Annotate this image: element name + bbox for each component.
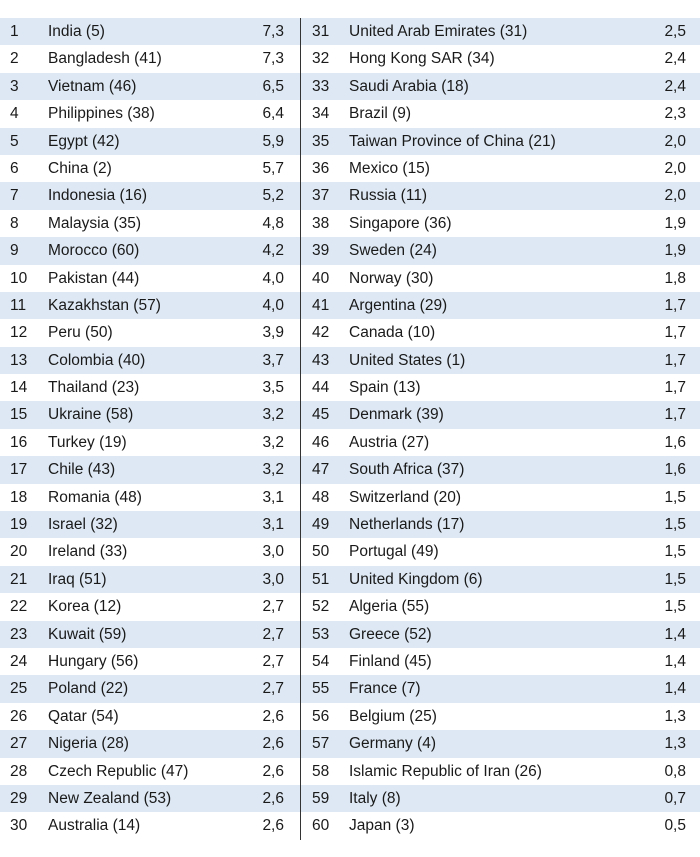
value-cell: 3,2: [262, 461, 284, 479]
rank-cell: 51: [312, 570, 330, 588]
value-cell: 2,7: [262, 652, 284, 670]
country-cell: Bangladesh (41): [48, 50, 162, 68]
table-row: [0, 347, 300, 374]
table-row: [301, 593, 700, 620]
country-cell: Austria (27): [349, 433, 430, 451]
rank-cell: 7: [10, 187, 19, 205]
rank-cell: 9: [10, 242, 19, 260]
rank-cell: 50: [312, 543, 330, 561]
table-row: [301, 237, 700, 264]
table-row: [0, 429, 300, 456]
table-row: [0, 100, 300, 127]
table-row: [0, 18, 300, 45]
rank-cell: 33: [312, 77, 330, 95]
table-row: [0, 648, 300, 675]
country-cell: Chile (43): [48, 461, 116, 479]
country-cell: Poland (22): [48, 680, 129, 698]
table-row: [0, 182, 300, 209]
table-column-right: [301, 18, 700, 840]
rank-cell: 49: [312, 516, 330, 534]
value-cell: 1,5: [664, 516, 686, 534]
table-row: [301, 429, 700, 456]
value-cell: 5,2: [262, 187, 284, 205]
country-cell: Kazakhstan (57): [48, 296, 161, 314]
rank-cell: 41: [312, 296, 330, 314]
country-cell: Ukraine (58): [48, 406, 134, 424]
rank-cell: 5: [10, 132, 19, 150]
country-cell: Hong Kong SAR (34): [349, 50, 495, 68]
country-cell: United Kingdom (6): [349, 570, 483, 588]
rank-cell: 28: [10, 762, 28, 780]
value-cell: 1,8: [664, 269, 686, 287]
value-cell: 2,6: [262, 735, 284, 753]
rank-cell: 19: [10, 516, 28, 534]
value-cell: 2,3: [664, 105, 686, 123]
value-cell: 1,5: [664, 570, 686, 588]
rank-cell: 37: [312, 187, 330, 205]
rank-cell: 40: [312, 269, 330, 287]
rank-cell: 21: [10, 570, 28, 588]
country-cell: Portugal (49): [349, 543, 439, 561]
country-cell: Australia (14): [48, 817, 141, 835]
country-cell: Islamic Republic of Iran (26): [349, 762, 542, 780]
table-row: [301, 511, 700, 538]
country-cell: Taiwan Province of China (21): [349, 132, 556, 150]
value-cell: 1,5: [664, 598, 686, 616]
country-cell: France (7): [349, 680, 421, 698]
country-cell: Indonesia (16): [48, 187, 148, 205]
table-row: [301, 703, 700, 730]
table-row: [301, 812, 700, 839]
rank-cell: 8: [10, 214, 19, 232]
value-cell: 3,5: [262, 379, 284, 397]
table-row: [301, 182, 700, 209]
table-row: [0, 73, 300, 100]
table-row: [301, 128, 700, 155]
table-row: [0, 456, 300, 483]
table-row: [301, 18, 700, 45]
value-cell: 4,2: [262, 242, 284, 260]
value-cell: 4,0: [262, 269, 284, 287]
rank-cell: 16: [10, 433, 28, 451]
value-cell: 3,0: [262, 570, 284, 588]
table-row: [0, 319, 300, 346]
rank-cell: 24: [10, 652, 28, 670]
country-cell: United Arab Emirates (31): [349, 23, 528, 40]
rank-cell: 17: [10, 461, 28, 479]
table-row: [0, 675, 300, 702]
value-cell: 1,7: [664, 351, 686, 369]
value-cell: 3,7: [262, 351, 284, 369]
table-column-left: [0, 18, 300, 840]
value-cell: 7,3: [262, 50, 284, 68]
value-cell: 2,7: [262, 625, 284, 643]
rank-cell: 43: [312, 351, 330, 369]
value-cell: 2,7: [262, 598, 284, 616]
value-cell: 3,0: [262, 543, 284, 561]
table-row: [0, 758, 300, 785]
table-row: [301, 319, 700, 346]
rank-cell: 36: [312, 159, 330, 177]
country-cell: United States (1): [349, 351, 466, 369]
country-cell: Italy (8): [349, 789, 401, 807]
table-row: [301, 456, 700, 483]
country-cell: Vietnam (46): [48, 77, 137, 95]
table-row: [0, 703, 300, 730]
value-cell: 1,7: [664, 406, 686, 424]
value-cell: 2,6: [262, 762, 284, 780]
table-row: [301, 648, 700, 675]
rank-cell: 23: [10, 625, 28, 643]
value-cell: 0,7: [664, 789, 686, 807]
table-row: [0, 538, 300, 565]
rank-cell: 58: [312, 762, 330, 780]
country-cell: Qatar (54): [48, 707, 119, 725]
table-row: [0, 265, 300, 292]
rank-cell: 53: [312, 625, 330, 643]
rank-cell: 26: [10, 707, 28, 725]
table-row: [301, 374, 700, 401]
value-cell: 1,5: [664, 488, 686, 506]
country-cell: Denmark (39): [349, 406, 444, 424]
rank-cell: 25: [10, 680, 28, 698]
value-cell: 2,0: [664, 159, 686, 177]
value-cell: 2,0: [664, 187, 686, 205]
table-row: [301, 73, 700, 100]
rank-cell: 55: [312, 680, 330, 698]
table-row: [0, 785, 300, 812]
value-cell: 4,8: [262, 214, 284, 232]
country-cell: Sweden (24): [349, 242, 437, 260]
value-cell: 1,9: [664, 242, 686, 260]
country-cell: Korea (12): [48, 598, 122, 616]
rank-cell: 2: [10, 50, 19, 68]
country-cell: Turkey (19): [48, 433, 127, 451]
table-row: [301, 566, 700, 593]
table-row: [301, 401, 700, 428]
value-cell: 1,7: [664, 324, 686, 342]
rank-cell: 18: [10, 488, 28, 506]
value-cell: 2,5: [664, 23, 686, 40]
value-cell: 2,7: [262, 680, 284, 698]
rank-cell: 56: [312, 707, 330, 725]
country-cell: Saudi Arabia (18): [349, 77, 469, 95]
table-row: [301, 265, 700, 292]
rank-cell: 45: [312, 406, 330, 424]
table-row: [0, 401, 300, 428]
country-cell: Switzerland (20): [349, 488, 461, 506]
value-cell: 3,2: [262, 406, 284, 424]
country-cell: Norway (30): [349, 269, 434, 287]
value-cell: 3,9: [262, 324, 284, 342]
rank-cell: 39: [312, 242, 330, 260]
value-cell: 2,4: [664, 77, 686, 95]
rank-cell: 20: [10, 543, 28, 561]
rank-cell: 46: [312, 433, 330, 451]
value-cell: 2,6: [262, 817, 284, 835]
table-row: [0, 511, 300, 538]
value-cell: 2,0: [664, 132, 686, 150]
country-cell: Peru (50): [48, 324, 113, 342]
country-cell: Czech Republic (47): [48, 762, 189, 780]
table-row: [0, 210, 300, 237]
rank-cell: 29: [10, 789, 28, 807]
country-cell: Hungary (56): [48, 652, 139, 670]
country-cell: Nigeria (28): [48, 735, 129, 753]
rank-cell: 44: [312, 379, 330, 397]
rank-cell: 13: [10, 351, 28, 369]
table-row: [0, 155, 300, 182]
value-cell: 3,1: [262, 488, 284, 506]
country-cell: Brazil (9): [349, 105, 412, 123]
table-row: [301, 730, 700, 757]
value-cell: 3,1: [262, 516, 284, 534]
table-row: [0, 292, 300, 319]
value-cell: 1,5: [664, 543, 686, 561]
value-cell: 1,6: [664, 461, 686, 479]
country-cell: Ireland (33): [48, 543, 128, 561]
rank-cell: 1: [10, 23, 19, 40]
rank-cell: 42: [312, 324, 330, 342]
value-cell: 2,6: [262, 707, 284, 725]
value-cell: 7,3: [262, 23, 284, 40]
rank-cell: 6: [10, 159, 19, 177]
value-cell: 1,4: [664, 652, 686, 670]
rank-cell: 59: [312, 789, 330, 807]
rank-cell: 27: [10, 735, 28, 753]
rank-cell: 38: [312, 214, 330, 232]
country-cell: Morocco (60): [48, 242, 140, 260]
rank-cell: 14: [10, 379, 28, 397]
table-row: [0, 566, 300, 593]
rank-cell: 54: [312, 652, 330, 670]
value-cell: 2,4: [664, 50, 686, 68]
country-cell: South Africa (37): [349, 461, 465, 479]
country-cell: Malaysia (35): [48, 214, 142, 232]
table-row: [301, 292, 700, 319]
country-cell: India (5): [48, 23, 105, 40]
country-cell: Singapore (36): [349, 214, 452, 232]
country-cell: Spain (13): [349, 379, 421, 397]
table-row: [301, 621, 700, 648]
value-cell: 6,4: [262, 105, 284, 123]
value-cell: 1,6: [664, 433, 686, 451]
rank-cell: 35: [312, 132, 330, 150]
country-cell: New Zealand (53): [48, 789, 172, 807]
table-row: [301, 785, 700, 812]
value-cell: 1,3: [664, 735, 686, 753]
value-cell: 1,4: [664, 680, 686, 698]
value-cell: 1,9: [664, 214, 686, 232]
country-cell: Philippines (38): [48, 105, 155, 123]
rank-cell: 12: [10, 324, 28, 342]
value-cell: 1,4: [664, 625, 686, 643]
table-row: [301, 100, 700, 127]
rank-cell: 10: [10, 269, 28, 287]
country-cell: Canada (10): [349, 324, 436, 342]
rank-cell: 3: [10, 77, 19, 95]
value-cell: 0,8: [664, 762, 686, 780]
rank-cell: 47: [312, 461, 330, 479]
table-row: [301, 347, 700, 374]
country-cell: Finland (45): [349, 652, 432, 670]
country-cell: Romania (48): [48, 488, 142, 506]
country-cell: Kuwait (59): [48, 625, 127, 643]
country-cell: China (2): [48, 159, 112, 177]
rank-cell: 15: [10, 406, 28, 424]
rank-cell: 11: [10, 296, 27, 314]
country-cell: Belgium (25): [349, 707, 437, 725]
country-cell: Germany (4): [349, 735, 436, 753]
value-cell: 6,5: [262, 77, 284, 95]
country-cell: Egypt (42): [48, 132, 120, 150]
table-row: [301, 675, 700, 702]
rank-cell: 57: [312, 735, 330, 753]
value-cell: 5,9: [262, 132, 284, 150]
value-cell: 0,5: [664, 817, 686, 835]
table-row: [0, 374, 300, 401]
table-row: [0, 730, 300, 757]
table-row: [0, 593, 300, 620]
rank-cell: 31: [312, 23, 330, 40]
table-row: [0, 484, 300, 511]
table-row: [0, 128, 300, 155]
country-cell: Iraq (51): [48, 570, 107, 588]
table-row: [301, 155, 700, 182]
rank-cell: 32: [312, 50, 330, 68]
table-row: [0, 45, 300, 72]
value-cell: 3,2: [262, 433, 284, 451]
value-cell: 1,7: [664, 379, 686, 397]
rank-cell: 30: [10, 817, 28, 835]
country-cell: Mexico (15): [349, 159, 430, 177]
country-cell: Israel (32): [48, 516, 118, 534]
value-cell: 1,3: [664, 707, 686, 725]
value-cell: 2,6: [262, 789, 284, 807]
country-cell: Greece (52): [349, 625, 432, 643]
country-cell: Netherlands (17): [349, 516, 465, 534]
country-cell: Thailand (23): [48, 379, 140, 397]
rank-cell: 52: [312, 598, 330, 616]
country-cell: Japan (3): [349, 817, 415, 835]
rank-cell: 4: [10, 105, 19, 123]
table-row: [301, 210, 700, 237]
table-row: [0, 812, 300, 839]
rank-cell: 60: [312, 817, 330, 835]
country-cell: Colombia (40): [48, 351, 146, 369]
table-row: [301, 484, 700, 511]
rank-cell: 34: [312, 105, 330, 123]
rank-cell: 48: [312, 488, 330, 506]
value-cell: 5,7: [262, 159, 284, 177]
table-row: [301, 45, 700, 72]
country-cell: Pakistan (44): [48, 269, 140, 287]
value-cell: 1,7: [664, 296, 686, 314]
country-cell: Argentina (29): [349, 296, 448, 314]
table-row: [0, 621, 300, 648]
table-row: [301, 538, 700, 565]
country-cell: Russia (11): [349, 187, 428, 205]
rank-cell: 22: [10, 598, 28, 616]
table-row: [0, 237, 300, 264]
value-cell: 4,0: [262, 296, 284, 314]
country-cell: Algeria (55): [349, 598, 430, 616]
table-row: [301, 758, 700, 785]
